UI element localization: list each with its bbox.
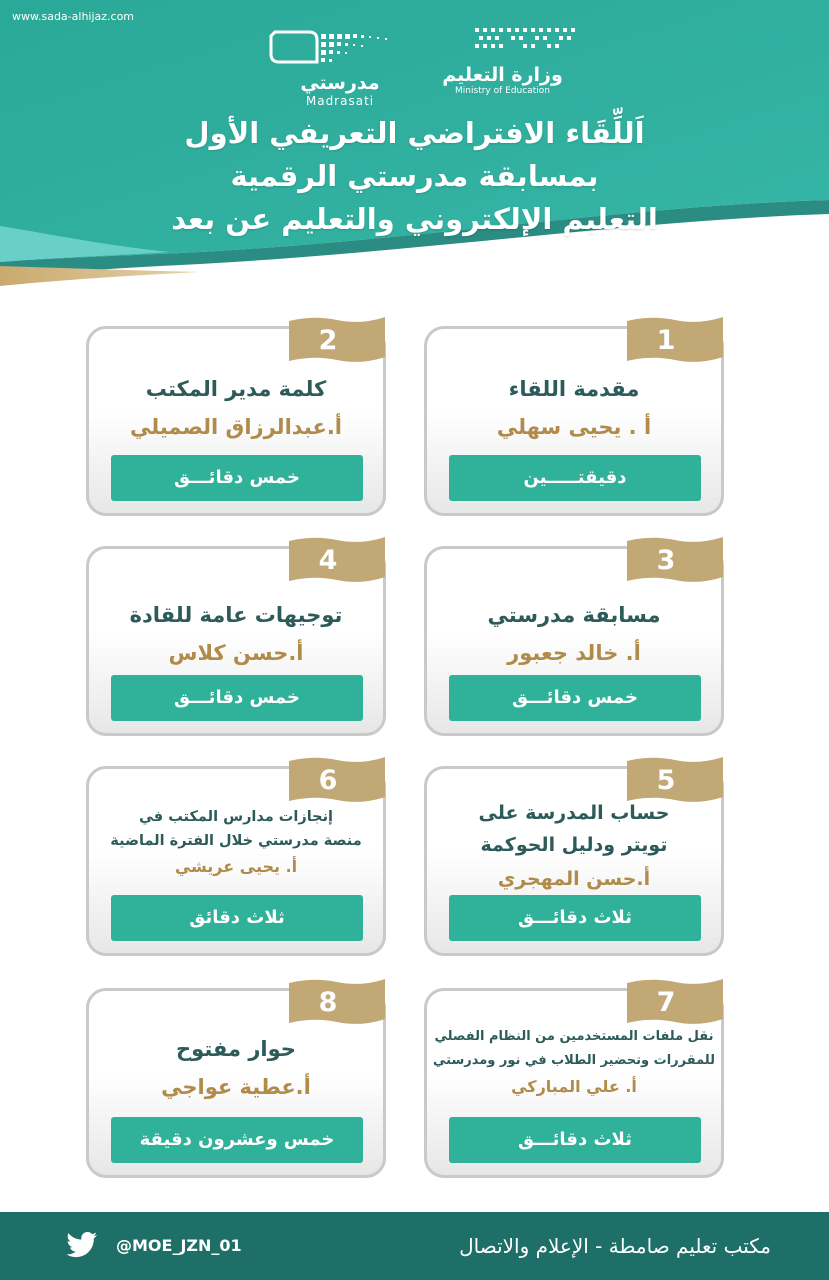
agenda-card-6 bbox=[86, 766, 386, 956]
madrasati-book-icon bbox=[265, 28, 415, 68]
madrasati-logo bbox=[265, 28, 415, 108]
card-title bbox=[431, 1025, 717, 1073]
card-number: 8 bbox=[318, 987, 338, 1018]
card-title-line: مقدمة اللقاء bbox=[508, 377, 640, 401]
card-title-line: مسابقة مدرستي bbox=[487, 603, 661, 627]
card-speaker: أ. يحيى عريشي bbox=[174, 857, 298, 876]
card-duration: خمس دقائـــق bbox=[111, 455, 363, 501]
agenda-card-1 bbox=[424, 326, 724, 516]
card-title bbox=[437, 797, 711, 861]
agenda-card-2 bbox=[86, 326, 386, 516]
agenda-card-7 bbox=[424, 988, 724, 1178]
madrasati-logo-ar: مدرستي bbox=[300, 72, 380, 94]
card-speaker: أ.حسن كلاس bbox=[168, 641, 304, 665]
card-number: 4 bbox=[318, 545, 338, 576]
card-title-line: كلمة مدير المكتب bbox=[145, 377, 327, 401]
card-title bbox=[99, 805, 373, 853]
card-title bbox=[437, 597, 711, 633]
card-number: 6 bbox=[318, 765, 338, 796]
card-duration: ثلاث دقائـــق bbox=[449, 895, 701, 941]
card-duration: ثلاث دقائـــق bbox=[449, 1117, 701, 1163]
twitter-handle[interactable]: @MOE_JZN_01 bbox=[116, 1236, 242, 1255]
card-title-line: إنجازات مدارس المكتب في bbox=[138, 809, 334, 825]
watermark-url: www.sada-alhijaz.com bbox=[12, 10, 135, 23]
card-speaker: أ. علي المباركي bbox=[511, 1077, 637, 1096]
card-number: 7 bbox=[656, 987, 676, 1018]
agenda-card-4 bbox=[86, 546, 386, 736]
card-speaker: أ . يحيى سهلي bbox=[496, 415, 652, 439]
card-title-line: حوار مفتوح bbox=[176, 1037, 296, 1061]
ministry-dots-icon bbox=[425, 24, 580, 60]
card-title-line: حساب المدرسة على bbox=[478, 802, 670, 824]
card-duration: خمس وعشرون دقيقة bbox=[111, 1117, 363, 1163]
agenda-card-3 bbox=[424, 546, 724, 736]
card-number: 2 bbox=[318, 325, 338, 356]
card-speaker: أ.حسن المهجري bbox=[497, 868, 651, 890]
card-number: 5 bbox=[656, 765, 676, 796]
card-title-line: للمقررات وتحضير الطلاب في نور ومدرستي bbox=[433, 1053, 715, 1068]
card-number: 3 bbox=[656, 545, 676, 576]
card-title-line: منصة مدرستي خلال الفترة الماضية bbox=[110, 833, 362, 849]
card-title bbox=[99, 597, 373, 633]
card-title-line: نقل ملفات المستخدمين من النظام الفصلي bbox=[434, 1029, 714, 1044]
card-duration: دقيقتـــــين bbox=[449, 455, 701, 501]
card-speaker: أ.عبدالرزاق الصميلي bbox=[130, 415, 342, 439]
title-line-2: بمسابقة مدرستي الرقمية bbox=[230, 159, 599, 193]
title-line-1: اَللِّقَاء الافتراضي التعريفي الأول bbox=[184, 116, 645, 150]
card-title bbox=[437, 371, 711, 407]
card-duration: ثلاث دقائق bbox=[111, 895, 363, 941]
card-title-line: توجيهات عامة للقادة bbox=[129, 603, 343, 627]
office-name: مكتب تعليم صامطة - الإعلام والاتصال bbox=[459, 1234, 771, 1258]
card-speaker: أ. خالد جعبور bbox=[507, 641, 641, 665]
card-duration: خمس دقائـــق bbox=[111, 675, 363, 721]
ministry-logo bbox=[425, 24, 580, 96]
card-speaker: أ.عطية عواجي bbox=[161, 1075, 311, 1099]
ministry-logo-en: Ministry of Education bbox=[455, 86, 550, 96]
card-number: 1 bbox=[656, 325, 676, 356]
agenda-card-5 bbox=[424, 766, 724, 956]
header-banner bbox=[0, 0, 829, 290]
agenda-card-8 bbox=[86, 988, 386, 1178]
card-title bbox=[99, 1031, 373, 1067]
twitter-icon bbox=[66, 1232, 98, 1258]
card-duration: خمس دقائـــق bbox=[449, 675, 701, 721]
page-title bbox=[0, 112, 829, 241]
title-line-3: التعليم الإلكتروني والتعليم عن بعد bbox=[171, 202, 658, 236]
card-title-line: تويتر ودليل الحوكمة bbox=[480, 834, 668, 856]
ministry-logo-ar: وزارة التعليم bbox=[442, 64, 563, 86]
footer-bar bbox=[0, 1212, 829, 1280]
card-title bbox=[99, 371, 373, 407]
madrasati-logo-en: Madrasati bbox=[305, 94, 375, 108]
